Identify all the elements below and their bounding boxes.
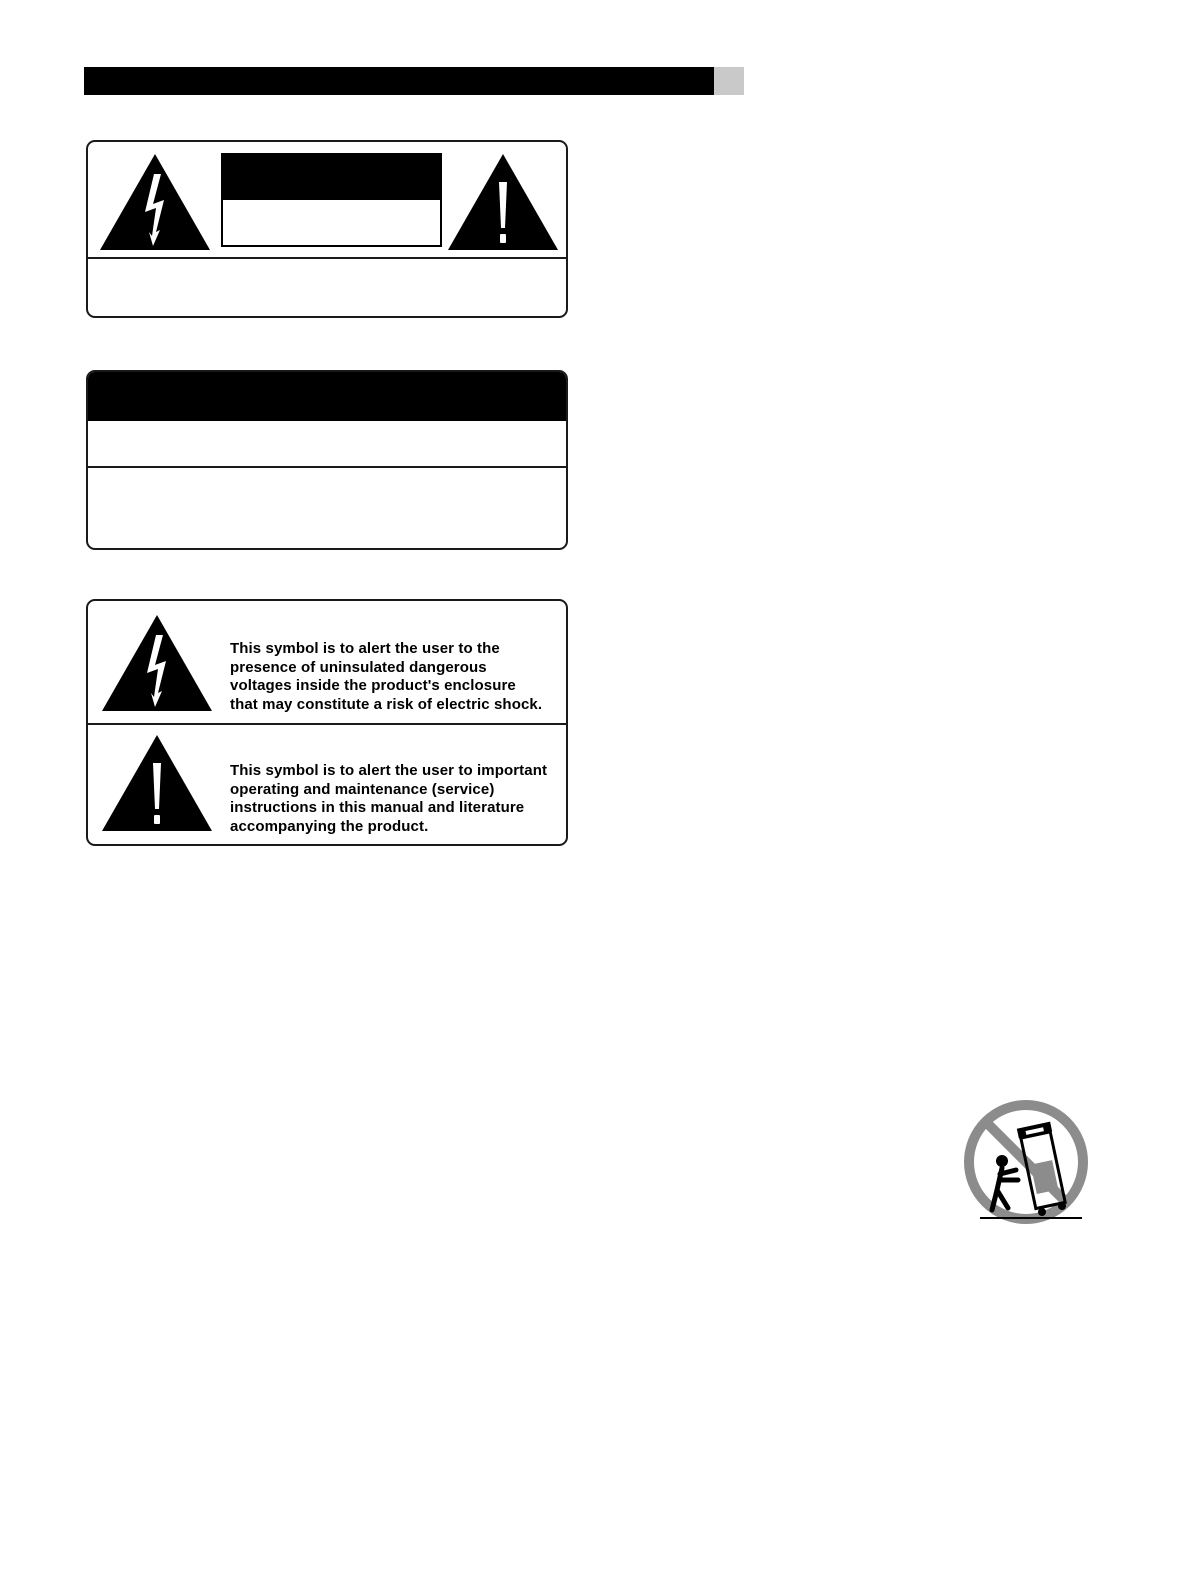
no-cart-tipping-icon (964, 1100, 1088, 1224)
lightning-warning-icon (100, 613, 214, 713)
header-bar (84, 67, 714, 95)
warning-divider (88, 466, 566, 468)
exclamation-warning-icon (100, 733, 214, 833)
symbol-divider (88, 723, 566, 725)
warning-subtext-area (100, 476, 554, 538)
lightning-warning-icon (98, 152, 212, 252)
caution-text-area (100, 270, 554, 306)
header-page-tab (714, 67, 744, 95)
symbol-explanation-panel (86, 599, 568, 846)
shock-symbol-description: This symbol is to alert the user to the presence of uninsulated dangerous voltages inside the product's enclosure that may constitute a risk of electric shock. (230, 640, 543, 713)
caution-divider (88, 257, 566, 259)
warning-title-band (88, 372, 566, 421)
caution-title-box (221, 153, 442, 247)
exclamation-warning-icon (446, 152, 560, 252)
warning-label-panel (86, 370, 568, 550)
attention-symbol-description: This symbol is to alert the user to important operating and maintenance (service) instructions in this manual and literature accompanying the product. (230, 762, 548, 835)
warning-text-area (100, 427, 554, 459)
caution-label-panel (86, 140, 568, 318)
caution-title-band (223, 155, 440, 200)
